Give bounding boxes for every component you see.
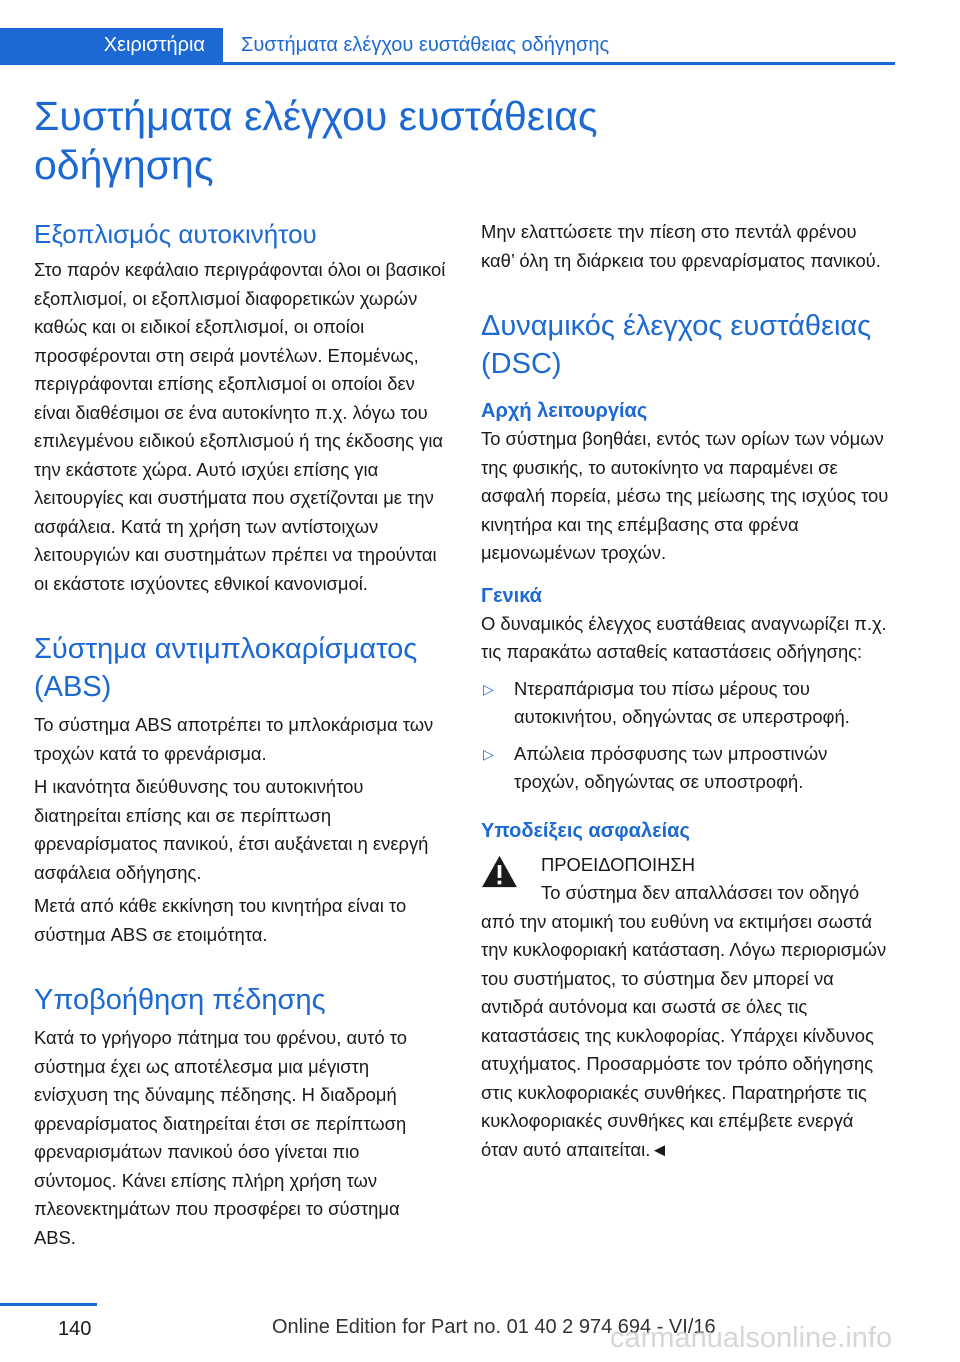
warning-triangle-icon [481, 855, 518, 888]
left-column [34, 218, 446, 1252]
brake-assist-heading: Υποβοήθηση πέδησης [34, 984, 326, 1016]
equipment-text: Στο παρόν κεφάλαιο περιγράφονται όλοι οι βασικοί εξοπλισμοί, οι εξοπλισμοί διαφορετικών χωρών καθώς και οι ειδικοί εξοπλισμοί, οι οποίοι προσφέρονται στη σειρά μοντέλων. Επομένως, περιγράφονται επίσης εξοπλισμοί οι οποίοι δεν είναι διαθέσιμοι σε ένα αυτοκίνητο π.χ. λόγω του επιλεγμένου ειδικού εξοπλισμού ή της έκδοσης για την εκάστοτε χώρα. Αυτό ισχύει επίσης για λειτουργίες και συστήματα που σχετίζονται με την ασφάλεια. Κατά τη χρήση των αντίστοιχων λειτουργιών και συστημάτων πρέπει να τηρούνται οι εκάστοτε ισχύοντες εθνικοί κανονισμοί. [34, 259, 446, 594]
list-item-text: Ντεραπάρισμα του πίσω μέρους του αυτοκινήτου, οδηγώντας σε υπερστροφή. [514, 677, 850, 727]
principle-text: Το σύστημα βοηθάει, εντός των ορίων των νόμων της φυσικής, το αυτοκίνητο να παραμένει σε ασφαλή πορεία, μέσω της μείωσης της ισχύος του κινητήρα και της επέμβασης στα φρένα μεμονωμένων τροχών. [481, 428, 889, 563]
warning-text: Το σύστημα δεν απαλλάσσει τον οδηγό από την ατομική του ευθύνη να εκτιμήσει σωστά την κυκλοφοριακή κατάσταση. Λόγω περιορισμών του συστήματος, το σύστημα δεν μπορεί να αντιδρά αυτόνομα και σωστά σε όλες τις καταστάσεις της κυκλοφορίας. Υπάρχει κίνδυνος ατυχήματος. Προσαρμόστε τον τρόπο οδήγησης στις κυκλοφοριακές συνθήκες. Παρατηρήστε τις κυκλοφοριακές συνθήκες και επέμβετε ενεργά όταν αυτό απαιτείται.◄ [481, 882, 887, 1160]
principle-heading: Αρχή λειτουργίας [481, 400, 648, 422]
list-item [481, 675, 893, 732]
right-column [481, 218, 893, 1164]
dsc-heading: Δυναμικός έλεγχος ευστάθειας (DSC) [481, 310, 872, 380]
safety-heading: Υποδείξεις ασφαλείας [481, 819, 690, 842]
chapter-tab: Χειριστήρια [0, 28, 223, 62]
header-rule [0, 62, 895, 65]
list-item-text: Απώλεια πρόσφυσης των μπροστινών τροχών, οδηγώντας σε υποστροφή. [514, 742, 828, 792]
triangle-bullet-icon: ▷ [483, 680, 494, 697]
page-title: Συστήματα ελέγχου ευστάθειας οδήγησης [34, 93, 598, 188]
warning-block [481, 851, 893, 1165]
abs-heading: Σύστημα αντιμπλοκαρίσματος (ABS) [34, 633, 418, 703]
general-heading: Γενικά [481, 584, 542, 607]
edition-note: Online Edition for Part no. 01 40 2 974 694 - VI/16 [272, 1316, 716, 1338]
running-header [0, 28, 895, 62]
page-number-rule [0, 1303, 97, 1306]
triangle-bullet-icon: ▷ [483, 745, 494, 762]
section-label: Συστήματα ελέγχου ευστάθειας οδήγησης [241, 34, 610, 56]
brake-assist-continued: Μην ελαττώσετε την πίεση στο πεντάλ φρένου καθ’ όλη τη διάρκεια του φρεναρίσματος πανικού. [481, 221, 881, 271]
general-text: Ο δυναμικός έλεγχος ευστάθειας αναγνωρίζει π.χ. τις παρακάτω ασταθείς καταστάσεις οδήγησης: [481, 612, 887, 662]
watermark: carmanualsonline.info [610, 1322, 893, 1354]
warning-label: ΠΡΟΕΙΔΟΠΟΙΗΣΗ [541, 853, 696, 875]
abs-paragraph-2: Η ικανότητα διεύθυνσης του αυτοκινήτου διατηρείται επίσης και σε περίπτωση φρεναρίσματος πανικού, έτσι αυξάνεται η ενεργή ασφάλεια οδήγησης. [34, 776, 429, 883]
abs-paragraph-3: Μετά από κάθε εκκίνηση του κινητήρα είναι το σύστημα ABS σε ετοιμότητα. [34, 895, 407, 945]
instability-list [481, 675, 893, 797]
equipment-heading: Εξοπλισμός αυτοκινήτου [34, 219, 317, 249]
abs-paragraph-1: Το σύστημα ABS αποτρέπει το μπλοκάρισμα των τροχών κατά το φρενάρισμα. [34, 714, 434, 764]
list-item [481, 740, 893, 797]
brake-assist-text: Κατά το γρήγορο πάτημα του φρένου, αυτό το σύστημα έχει ως αποτέλεσμα μια μέγιστη ενίσχυση της δύναμης πέδησης. Η διαδρομή φρεναρίσματος διατηρείται έτσι σε περίπτωση φρεναρισμάτων πανικού όσο γίνεται πιο σύντομος. Κάνει επίσης πλήρη χρήση των πλεονεκτημάτων που προσφέρει το σύστημα ABS. [34, 1027, 407, 1248]
page-number: 140 [58, 1318, 92, 1340]
